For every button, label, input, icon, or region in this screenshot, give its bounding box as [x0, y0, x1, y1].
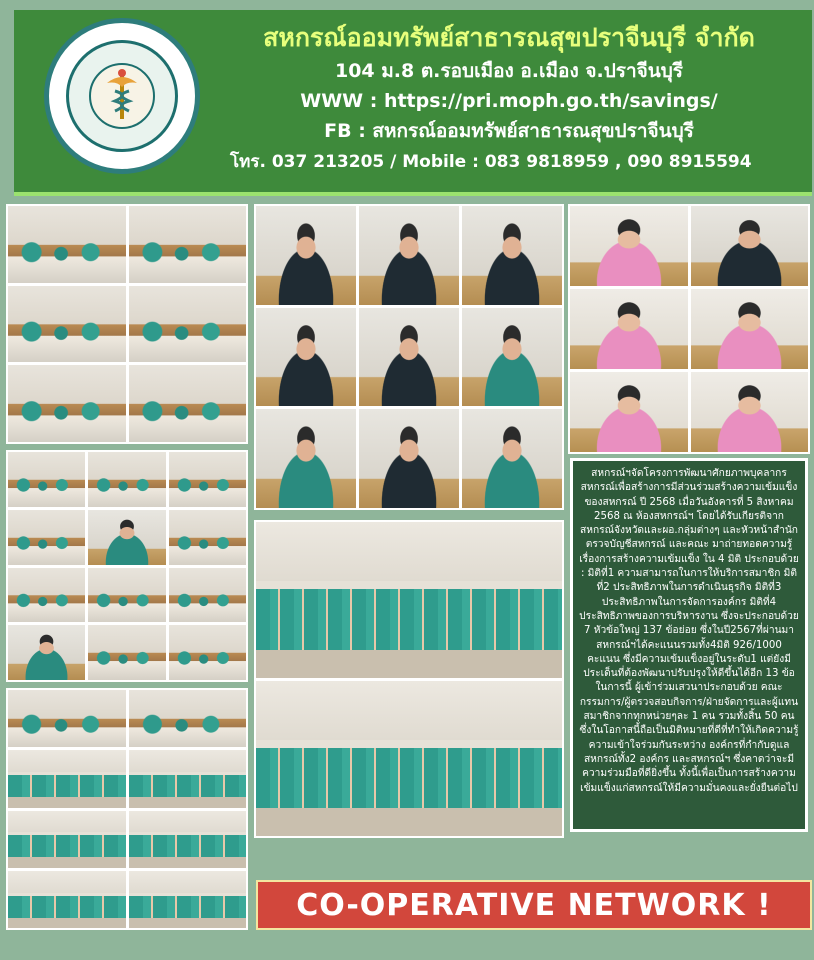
photo	[462, 308, 562, 407]
caduceus-icon	[87, 61, 157, 131]
photo	[691, 206, 809, 286]
photo	[88, 510, 165, 565]
website-link[interactable]: WWW : https://pri.moph.go.th/savings/	[300, 90, 718, 112]
photo-panel-group	[254, 520, 564, 838]
cooperative-network-banner	[256, 880, 812, 930]
article-text-box	[570, 458, 808, 832]
photo	[169, 625, 246, 680]
photo-panel-meeting-room	[6, 204, 248, 444]
group-photo	[256, 681, 562, 837]
photo	[691, 289, 809, 369]
photo	[8, 452, 85, 507]
photo	[8, 871, 126, 928]
photo-panel-ceremony	[6, 688, 248, 930]
photo	[256, 206, 356, 305]
photo	[8, 690, 126, 747]
header-banner	[14, 10, 812, 196]
photo-panel-speakers	[254, 204, 564, 510]
photo	[8, 811, 126, 868]
photo	[462, 409, 562, 508]
photo	[359, 308, 459, 407]
photo	[8, 750, 126, 807]
photo	[129, 750, 247, 807]
photo	[129, 871, 247, 928]
photo	[88, 452, 165, 507]
photo	[8, 286, 126, 363]
photo	[8, 206, 126, 283]
header-text-block	[214, 20, 804, 178]
phone-numbers: โทร. 037 213205 / Mobile : 083 9818959 , 090 8915594	[230, 152, 752, 172]
photo	[169, 452, 246, 507]
photo	[8, 568, 85, 623]
photo	[169, 510, 246, 565]
cooperative-logo	[44, 18, 200, 174]
photo	[129, 286, 247, 363]
photo	[462, 206, 562, 305]
photo	[129, 690, 247, 747]
photo	[88, 625, 165, 680]
article-body: สหกรณ์ฯจัดโครงการพัฒนาศักยภาพบุคลากรสหกรณ์เพื่อสร้างการมีส่วนร่วมสร้างความเข้มแข็งของสหกรณ์ ปี 2568 เมื่อวันอังคารที่ 5 สิงหาคม 2568 ณ ห้องสหกรณ์ฯ โดยได้รับเกียรติจาก สหกรณ์จังหวัดและผอ.กลุ่มต่างๆ และหัวหน้าสำนักตรวจบัญชีสหกรณ์ และคณะ มาถ่ายทอดความรู้เรื่องการสร้างความเข้มแข็ง ใน 4 มิติ ประกอบด้วย : มิติที่1 ความสามารถในการให้บริการสมาชิก มิติที่2 ประสิทธิภาพในการดำเนินธุรกิจ มิติที่3 ประสิทธิภาพในการจัดการองค์กร มิติที่4 ประสิทธิภาพของการบริหารงาน ซึ่งจะประกอบด้วย 7 หัวข้อใหญ่ 137 ข้อย่อย ซึ่งในปี2567ที่ผ่านมา สหกรณ์ฯได้คะแนนรวมทั้ง4มิติ 926/1000 คะแนน ซึ่งมีความเข้มแข็งอยู่ในระดับ1 แต่ยังมีประเด็นที่ต้องพัฒนาปรับปรุงให้ดีขึ้นได้อีก 13 ข้อ ในการนี้ ผู้เข้าร่วมเสวนาประกอบด้วย คณะกรรมการ/ผู้ตรวจสอบกิจการ/ฝ่ายจัดการและผู้แทนสมาชิกจากทุกหน่วยๆละ 1 คน รวมทั้งสิ้น 50 คน ซึ่งในโอกาสนี้ถือเป็นมิติหมายที่ดีที่ทำให้เกิดความรู้ความเข้าใจร่วมกันระหว่าง องค์กรที่กำกับดูแลสหกรณ์ทั้ง2 องค์กร และสหกรณ์ฯ ซึ่งคาดว่าจะมีความร่วมมือที่ดียิ่งขึ้น ทั้งนี้เพื่อเป็นการสร้างความเข้มแข็งแก่สหกรณ์ให้มีความมั่นคงและยั่งยืนต่อไป	[579, 468, 799, 794]
photo	[8, 510, 85, 565]
photo	[570, 206, 688, 286]
logo-emblem	[66, 40, 178, 152]
organization-address: 104 ม.8 ต.รอบเมือง อ.เมือง จ.ปราจีนบุรี	[334, 60, 684, 82]
photo	[8, 625, 85, 680]
photo	[359, 409, 459, 508]
photo	[8, 365, 126, 442]
photo	[691, 372, 809, 452]
photo	[129, 206, 247, 283]
photo	[359, 206, 459, 305]
banner-text: CO-OPERATIVE NETWORK !	[296, 887, 772, 923]
photo	[129, 365, 247, 442]
photo	[256, 308, 356, 407]
photo	[570, 372, 688, 452]
photo-panel-discussion	[6, 450, 248, 682]
photo-panel-participants	[568, 204, 810, 454]
organization-title: สหกรณ์ออมทรัพย์สาธารณสุขปราจีนบุรี จำกัด	[263, 23, 755, 52]
photo	[256, 409, 356, 508]
photo	[570, 289, 688, 369]
photo	[88, 568, 165, 623]
group-photo	[256, 522, 562, 678]
photo	[169, 568, 246, 623]
photo	[129, 811, 247, 868]
facebook-link[interactable]: FB : สหกรณ์ออมทรัพย์สาธารณสุขปราจีนบุรี	[324, 120, 694, 142]
